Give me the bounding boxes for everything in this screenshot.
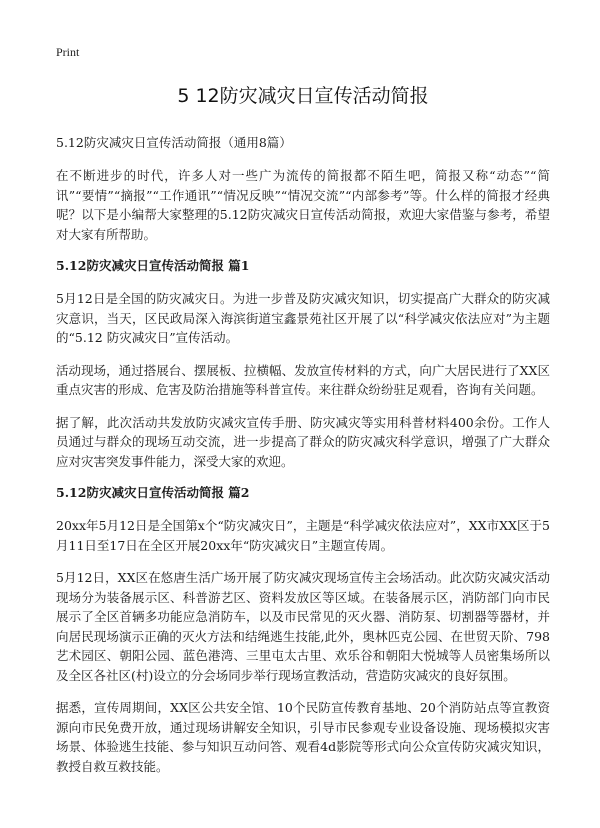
document-subtitle: 5.12防灾减灾日宣传活动简报（通用8篇） (56, 135, 292, 150)
section-2-paragraph-1: 20xx年5月12日是全国第x个“防灾减灾日”，主题是“科学减灾依法应对”，XX市XX区于5月11日至17日在全区开展20xx年“防灾减灾日”主题宣传周。 (56, 518, 550, 553)
section-1-paragraph-2: 活动现场，通过搭展台、摆展板、拉横幅、发放宣传材料的方式，向广大居民进行了XX区重点灾害的形成、危害及防治措施等科普宣传。来往群众纷纷驻足观看，咨询有关问题。 (56, 362, 550, 397)
print-link[interactable]: Print (56, 45, 80, 59)
section-1-paragraph-1: 5月12日是全国的防灾减灾日。为进一步普及防灾减灾知识，切实提高广大群众的防灾减灾意识，当天，区民政局深入海滨街道宝鑫景苑社区开展了以“科学减灾依法应对”为主题的“5.12 防灾减灾日”宣传活动。 (56, 291, 550, 345)
section-2-paragraph-2: 5月12日，XX区在悠唐生活广场开展了防灾减灾现场宣传主会场活动。此次防灾减灾活动现场分为装备展示区、科普游艺区、资料发放区等区域。在装备展示区，消防部门向市民展示了全区首辆多功能应急消防车，以及市民常见的灭火器、消防泵、切割器等器材，并向居民现场演示正确的灭火方法和结绳逃生技能,此外，奥林匹克公园、在世贸天阶、798艺术园区、朝阳公园、蓝色港湾、三里屯太古里、欢乐谷和朝阳大悦城等人员密集场所以及全区各社区(村)设立的分会场同步举行现场宣教活动，营造防灾减灾的良好氛围。 (56, 570, 550, 683)
section-2-paragraph-3: 据悉，宣传周期间，XX区公共安全馆、10个民防宣传教育基地、20个消防站点等宣教资源向市民免费开放，通过现场讲解安全知识，引导市民参观专业设备设施、现场模拟灾害场景、体验逃生技能、参与知识互动问答、观看4d影院等形式向公众宣传防灾减灾知识，教授自救互救技能。 (56, 700, 550, 774)
page-title: 5 12防灾减灾日宣传活动简报 (177, 85, 429, 107)
section-1-paragraph-3: 据了解，此次活动共发放防灾减灾宣传手册、防灾减灾等实用科普材料400余份。工作人员通过与群众的现场互动交流，进一步提高了群众的防灾减灾科学意识，增强了广大群众应对灾害突发事件能力，深受大家的欢迎。 (56, 414, 550, 469)
section-2-heading: 5.12防灾减灾日宣传活动简报 篇2 (56, 485, 250, 500)
section-1-heading: 5.12防灾减灾日宣传活动简报 篇1 (56, 258, 250, 273)
intro-paragraph: 在不断进步的时代，许多人对一些广为流传的简报都不陌生吧，简报又称“动态”“简讯”“要情”“摘报”“工作通讯”“情况反映”“情况交流”“内部参考”等。什么样的简报才经典呢？以下是小编帮大家整理的5.12防灾减灾日宣传活动简报，欢迎大家借鉴与参考，希望对大家有所帮助。 (56, 168, 550, 242)
